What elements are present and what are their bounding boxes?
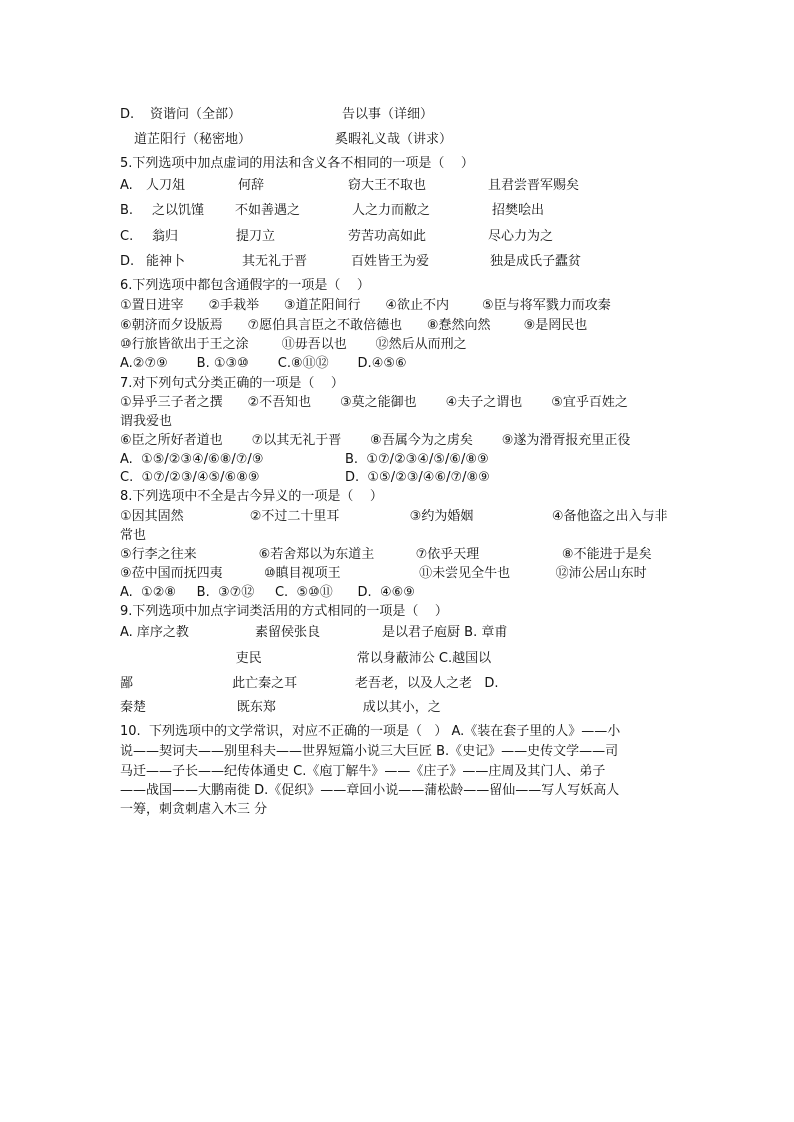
q7-option-d: D. ①⑤/②③/④⑥/⑦/⑧⑨	[345, 470, 490, 485]
q7-option-a: A. ①⑤/②③④/⑥⑧/⑦/⑨	[120, 452, 264, 467]
q5-row-a-item-1: 人刀俎	[146, 178, 186, 193]
q6-line-3: ⑩行旅皆欲出于王之涂 ⑪毋吾以也 ⑫然后从而刑之	[120, 337, 467, 352]
q5-row-d-item-3: 百姓皆王为爱	[351, 254, 430, 269]
q10-line-1: 10. 下列选项中的文学常识，对应不正确的一项是（ ） A.《装在套子里的人》——小	[120, 724, 621, 739]
q8-line-4: ⑨莅中国而抚四夷 ⑩瞋目视项王 ⑪未尝见全牛也 ⑫沛公居山东时	[120, 566, 647, 581]
q9-line-3: 鄙 此亡秦之耳 老吾老，以及人之老 D.	[120, 676, 499, 691]
q9-line-1: A. 庠序之教 素留侯张良 是以君子庖厨 B. 章甫	[120, 625, 508, 640]
q5-row-c-item-1: 翁归	[152, 229, 179, 244]
q10-line-3: 马迁——子长——纪传体通史 C.《庖丁解牛》——《庄子》——庄周及其门人、弟子	[120, 764, 606, 779]
q5-row-b-item-1: 之以饥馑	[152, 203, 205, 218]
q5-row-b-label: B.	[120, 203, 134, 218]
q4-option-d-item-1: 资谐问（全部）	[150, 107, 242, 122]
q9-stem: 9.下列选项中加点字词类活用的方式相同的一项是（ ）	[120, 604, 448, 619]
q5-row-d-item-4: 独是成氏子蠹贫	[490, 254, 582, 269]
q5-row-d-label: D.	[120, 254, 135, 269]
q8-line-2: 常也	[120, 528, 147, 543]
q4-option-d-label: D.	[120, 107, 135, 122]
q8-line-1: ①因其固然 ②不过二十里耳 ③约为婚姻 ④备他盗之出入与非	[120, 509, 668, 524]
q5-row-b-item-2: 不如善遇之	[235, 203, 301, 218]
q9-line-2: 吏民 常以身蔽沛公 C.越国以	[120, 651, 492, 666]
q7-line-2: 谓我爱也	[120, 414, 173, 429]
q9-line-4: 秦楚 既东郑 成以其小，之	[120, 700, 441, 715]
q4-option-d-item-3: 道芷阳行（秘密地）	[134, 132, 252, 147]
q5-row-c-item-3: 劳苦功高如此	[348, 229, 427, 244]
q6-line-1: ①置日进宰 ②手栽举 ③道芷阳间行 ④欲止不内 ⑤臣与将军戮力而攻秦	[120, 298, 611, 313]
q10-line-2: 说——契诃夫——别里科夫——世界短篇小说三大巨匠 B.《史记》——史传文学——司	[120, 744, 619, 759]
q5-stem: 5.下列选项中加点虚词的用法和含义各不相同的一项是（ ）	[120, 156, 474, 171]
q4-option-d-item-2: 告以事（详细）	[342, 107, 434, 122]
q5-row-c-item-2: 提刀立	[236, 229, 276, 244]
q5-row-c-label: C.	[120, 229, 134, 244]
q8-options: A. ①②⑧ B. ③⑦⑫ C. ⑤⑩⑪ D. ④⑥⑨	[120, 585, 415, 600]
q7-stem: 7.对下列句式分类正确的一项是（ ）	[120, 376, 344, 391]
q5-row-d-item-2: 其无礼于晋	[242, 254, 308, 269]
q7-line-1: ①异乎三子者之撰 ②不吾知也 ③莫之能御也 ④夫子之谓也 ⑤宜乎百姓之	[120, 395, 628, 410]
q7-option-b: B. ①⑦/②③④/⑤/⑥/⑧⑨	[345, 452, 489, 467]
q7-line-3: ⑥臣之所好者道也 ⑦以其无礼于晋 ⑧吾属今为之虏矣 ⑨遂为滑胥报充里正役	[120, 433, 631, 448]
q4-option-d-item-4: 奚暇礼义哉（讲求）	[335, 132, 453, 147]
q10-line-4: ——战国——大鹏南徙 D.《促织》——章回小说——蒲松龄——留仙——写人写妖高人	[120, 783, 620, 798]
q6-line-2: ⑥朝济而夕设版焉 ⑦愿伯具言臣之不敢倍德也 ⑧惷然向然 ⑨是罔民也	[120, 318, 588, 333]
q5-row-a-item-3: 窃大王不取也	[348, 178, 427, 193]
q8-stem: 8.下列选项中不全是古今异义的一项是（ ）	[120, 489, 383, 504]
q5-row-c-item-4: 尽心力为之	[488, 229, 554, 244]
q5-row-a-label: A.	[120, 178, 133, 193]
q5-row-a-item-2: 何辞	[238, 178, 265, 193]
q7-option-c: C. ①⑦/②③/④⑤/⑥⑧⑨	[120, 470, 260, 485]
q10-line-5: 一筹，刺贪刺虐入木三 分	[120, 802, 268, 817]
q8-line-3: ⑤行李之往来 ⑥若舍郑以为东道主 ⑦依乎天理 ⑧不能进于是矣	[120, 547, 652, 562]
q6-stem: 6.下列选项中都包含通假字的一项是（ ）	[120, 278, 370, 293]
q5-row-a-item-4: 且君尝晋军赐矣	[488, 178, 580, 193]
q5-row-b-item-4: 招樊哙出	[492, 203, 545, 218]
q6-options: A.②⑦⑨ B. ①③⑩ C.⑧⑪⑫ D.④⑤⑥	[120, 356, 407, 371]
q5-row-b-item-3: 人之力而敝之	[352, 203, 431, 218]
q5-row-d-item-1: 能神卜	[146, 254, 186, 269]
